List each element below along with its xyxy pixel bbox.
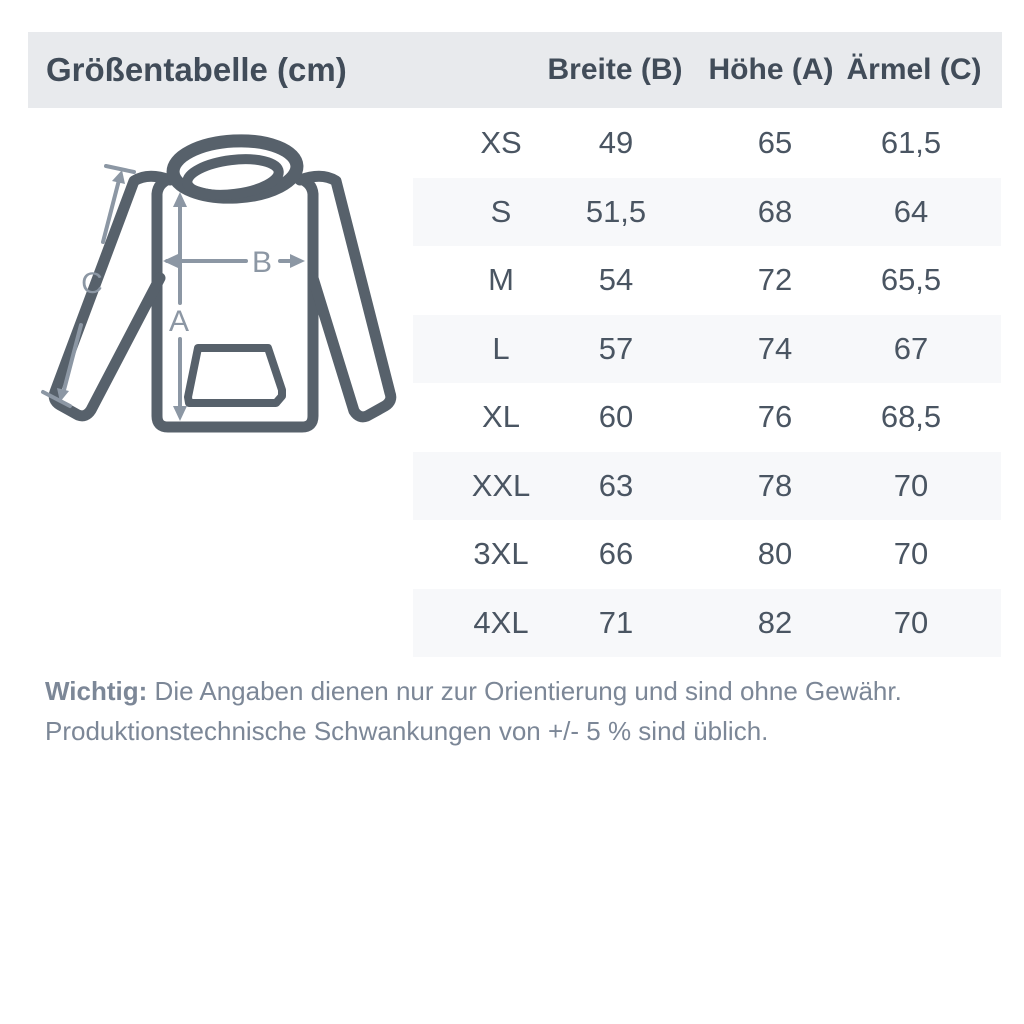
table-row: [413, 315, 1001, 384]
cell-breite: 57: [598, 330, 634, 366]
table-row: [413, 383, 1001, 452]
cell-aermel: 70: [893, 536, 929, 572]
page-title: Größentabelle (cm): [46, 51, 347, 88]
cell-size: S: [490, 193, 512, 229]
cell-breite: 60: [598, 399, 634, 435]
hoodie-outline-icon: [54, 138, 391, 427]
table-row: [413, 178, 1001, 247]
dimension-arrows: [43, 166, 305, 421]
dimension-label-b: B: [251, 246, 273, 279]
cell-aermel: 64: [893, 193, 929, 229]
cell-hoehe: 78: [757, 467, 793, 503]
dimension-label-a: A: [168, 305, 190, 338]
table-header-band: [28, 32, 1002, 108]
column-header-aermel: Ärmel (C): [846, 53, 982, 86]
cell-aermel: 67: [893, 330, 929, 366]
footer-note: [45, 671, 985, 751]
table-row: [413, 452, 1001, 521]
cell-size: 4XL: [473, 604, 529, 640]
footer-line-2: Produktionstechnische Schwankungen von +/- 5 % sind üblich.: [45, 716, 769, 746]
footer-line-1-text: Die Angaben dienen nur zur Orientierung und sind ohne Gewähr.: [154, 676, 902, 706]
cell-hoehe: 65: [757, 125, 793, 161]
cell-aermel: 70: [893, 467, 929, 503]
cell-breite: 51,5: [585, 193, 647, 229]
cell-aermel: 65,5: [880, 262, 942, 298]
cell-aermel: 61,5: [880, 125, 942, 161]
cell-breite: 66: [598, 536, 634, 572]
cell-size: XL: [482, 399, 520, 435]
cell-size: M: [488, 262, 514, 298]
table-row: [413, 589, 1001, 658]
cell-hoehe: 74: [757, 330, 793, 366]
cell-hoehe: 72: [757, 262, 793, 298]
cell-hoehe: 76: [757, 399, 793, 435]
table-row: [413, 109, 1001, 178]
width-arrow-b-icon: [163, 254, 305, 268]
cell-size: L: [492, 330, 510, 366]
cell-aermel: 70: [893, 604, 929, 640]
hoodie-diagram: [30, 120, 430, 450]
column-header-breite: Breite (B): [547, 53, 683, 86]
cell-breite: 63: [598, 467, 634, 503]
table-row: [413, 520, 1001, 589]
cell-size: XS: [480, 125, 522, 161]
cell-hoehe: 82: [757, 604, 793, 640]
cell-breite: 71: [598, 604, 634, 640]
cell-aermel: 68,5: [880, 399, 942, 435]
dimension-label-c: C: [81, 267, 103, 300]
size-table: [413, 109, 1001, 657]
cell-size: 3XL: [473, 536, 529, 572]
cell-breite: 49: [598, 125, 634, 161]
footer-important-label: Wichtig:: [45, 676, 148, 706]
cell-hoehe: 68: [757, 193, 793, 229]
footer-line-1: [45, 671, 985, 711]
column-header-hoehe: Höhe (A): [708, 53, 834, 86]
cell-hoehe: 80: [757, 536, 793, 572]
cell-breite: 54: [598, 262, 634, 298]
table-row: [413, 246, 1001, 315]
cell-size: XXL: [471, 467, 531, 503]
